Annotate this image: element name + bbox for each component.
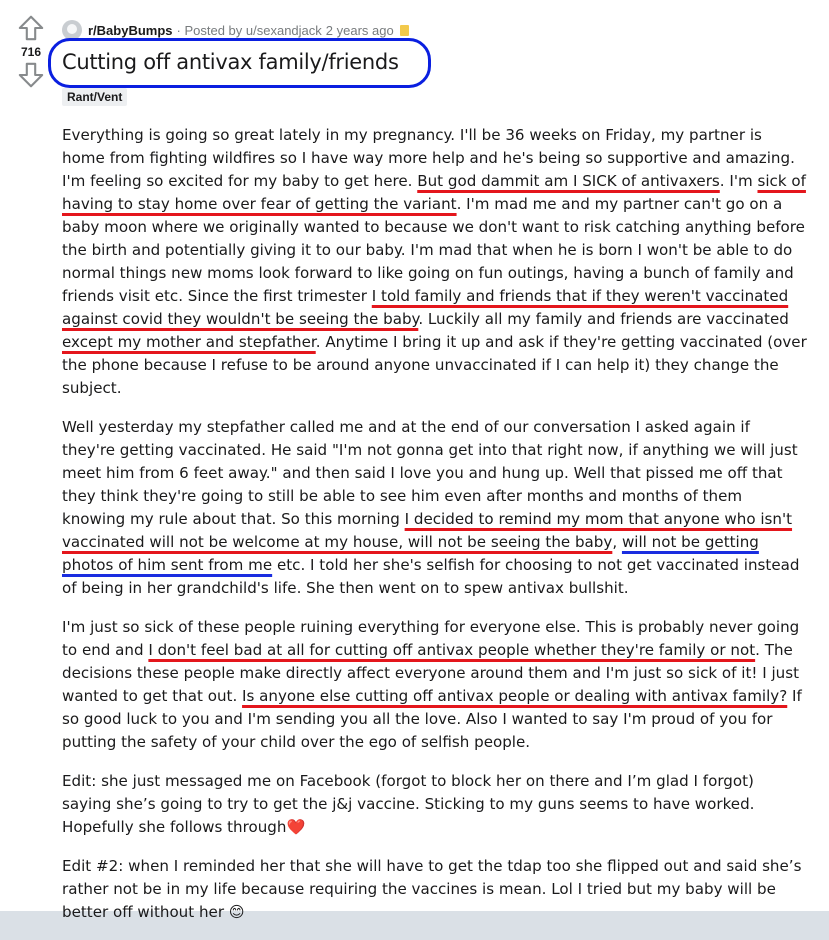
red-underline: I don't feel bad at all for cutting off antivax people whether they're family or not xyxy=(148,641,756,659)
post-flair[interactable]: Rant/Vent xyxy=(62,88,127,106)
vote-score: 716 xyxy=(20,45,42,59)
red-underline: I told family and friends that if they weren't vaccinated against covid they wouldn't be seeing the baby xyxy=(62,287,789,328)
body-paragraph-1: Everything is going so great lately in my pregnancy. I'll be 36 weeks on Friday, my partner is home from fighting wildfires so I have way more help and he's being so supportive and amazing. I'm feeling so excited for my baby to get here. But god dammit am I SICK of antivaxers. I'm sick of having to stay home over fear of getting the variant. I'm mad me and my partner can't go on a baby moon where we originally wanted to because we don't want to risk catching anything before the birth and potentially giving it to our baby. I'm mad that when he is born I won't be able to do normal things new moms look forward to like going on fun outings, having a bunch of family and friends visit etc. Since the first trimester I told family and friends that if they weren't vaccinated against covid they wouldn't be seeing the baby. Luckily all my family and friends are vaccinated except my mother and stepfather. Anytime I bring it up and ask if they're getting vaccinated (over the phone because I refuse to be around anyone unvaccinated if I can help it) they change the subject. xyxy=(62,126,807,397)
downvote-icon[interactable] xyxy=(17,61,45,89)
body-paragraph-3: I'm just so sick of these people ruining everything for everyone else. This is probably never going to end and I don't feel bad at all for cutting off antivax people whether they're family or not. The decisions these people make directly affect everyone around them and I'm just so sick of it! I just wanted to get that out. Is anyone else cutting off antivax people or dealing with antivax family? If so good luck to you and I'm sending you all the love. Also I wanted to say I'm proud of you for putting the safety of your child over the ego of selfish people. xyxy=(62,618,802,751)
body-paragraph-5: Edit #2: when I reminded her that she will have to get the tdap too she flipped out and said she’s rather not be in my life because requiring the vaccines is mean. Lol I tried but my baby will be better off without her 😊 xyxy=(62,857,802,921)
upvote-icon[interactable] xyxy=(17,14,45,42)
red-underline: Is anyone else cutting off antivax people or dealing with antivax family? xyxy=(242,687,788,705)
red-underline: except my mother and stepfather xyxy=(62,333,316,351)
subreddit-icon[interactable] xyxy=(62,20,82,40)
red-underline: But god dammit am I SICK of antivaxers xyxy=(417,172,720,190)
subreddit-link[interactable]: r/BabyBumps xyxy=(88,22,173,38)
body-paragraph-4: Edit: she just messaged me on Facebook (forgot to block her on there and I’m glad I forgot) saying she’s going to try to get the j&j vaccine. Sticking to my guns seems to have worked. Hopefully she follows through❤️ xyxy=(62,772,755,836)
post-title[interactable]: Cutting off antivax family/friends xyxy=(62,50,399,74)
post-time: 2 years ago xyxy=(325,22,394,38)
post-meta xyxy=(62,20,409,40)
red-underline: I decided to remind my mom that anyone who isn't vaccinated will not be welcome at my house, will not be seeing the baby xyxy=(62,510,793,551)
red-underline: sick of having to stay home over fear of getting the variant xyxy=(62,172,806,213)
award-icon[interactable] xyxy=(400,25,409,36)
posted-by[interactable]: · Posted by u/sexandjack xyxy=(176,22,322,38)
blue-underline: will not be getting photos of him sent from me xyxy=(62,533,759,574)
body-paragraph-2: Well yesterday my stepfather called me and at the end of our conversation I asked again if they're getting vaccinated. He said "I'm not gonna get into that right now, if anything we will just meet him from 6 feet away." and then said I love you and hung up. Well that pissed me off that they think they're going to still be able to see him even after months and months of them knowing my rule about that. So this morning I decided to remind my mom that anyone who isn't vaccinated will not be welcome at my house, will not be seeing the baby, will not be getting photos of him sent from me etc. I told her she's selfish for choosing to not get vaccinated instead of being in her grandchild's life. She then went on to spew antivax bullshit. xyxy=(62,418,800,597)
post-body xyxy=(62,124,807,940)
